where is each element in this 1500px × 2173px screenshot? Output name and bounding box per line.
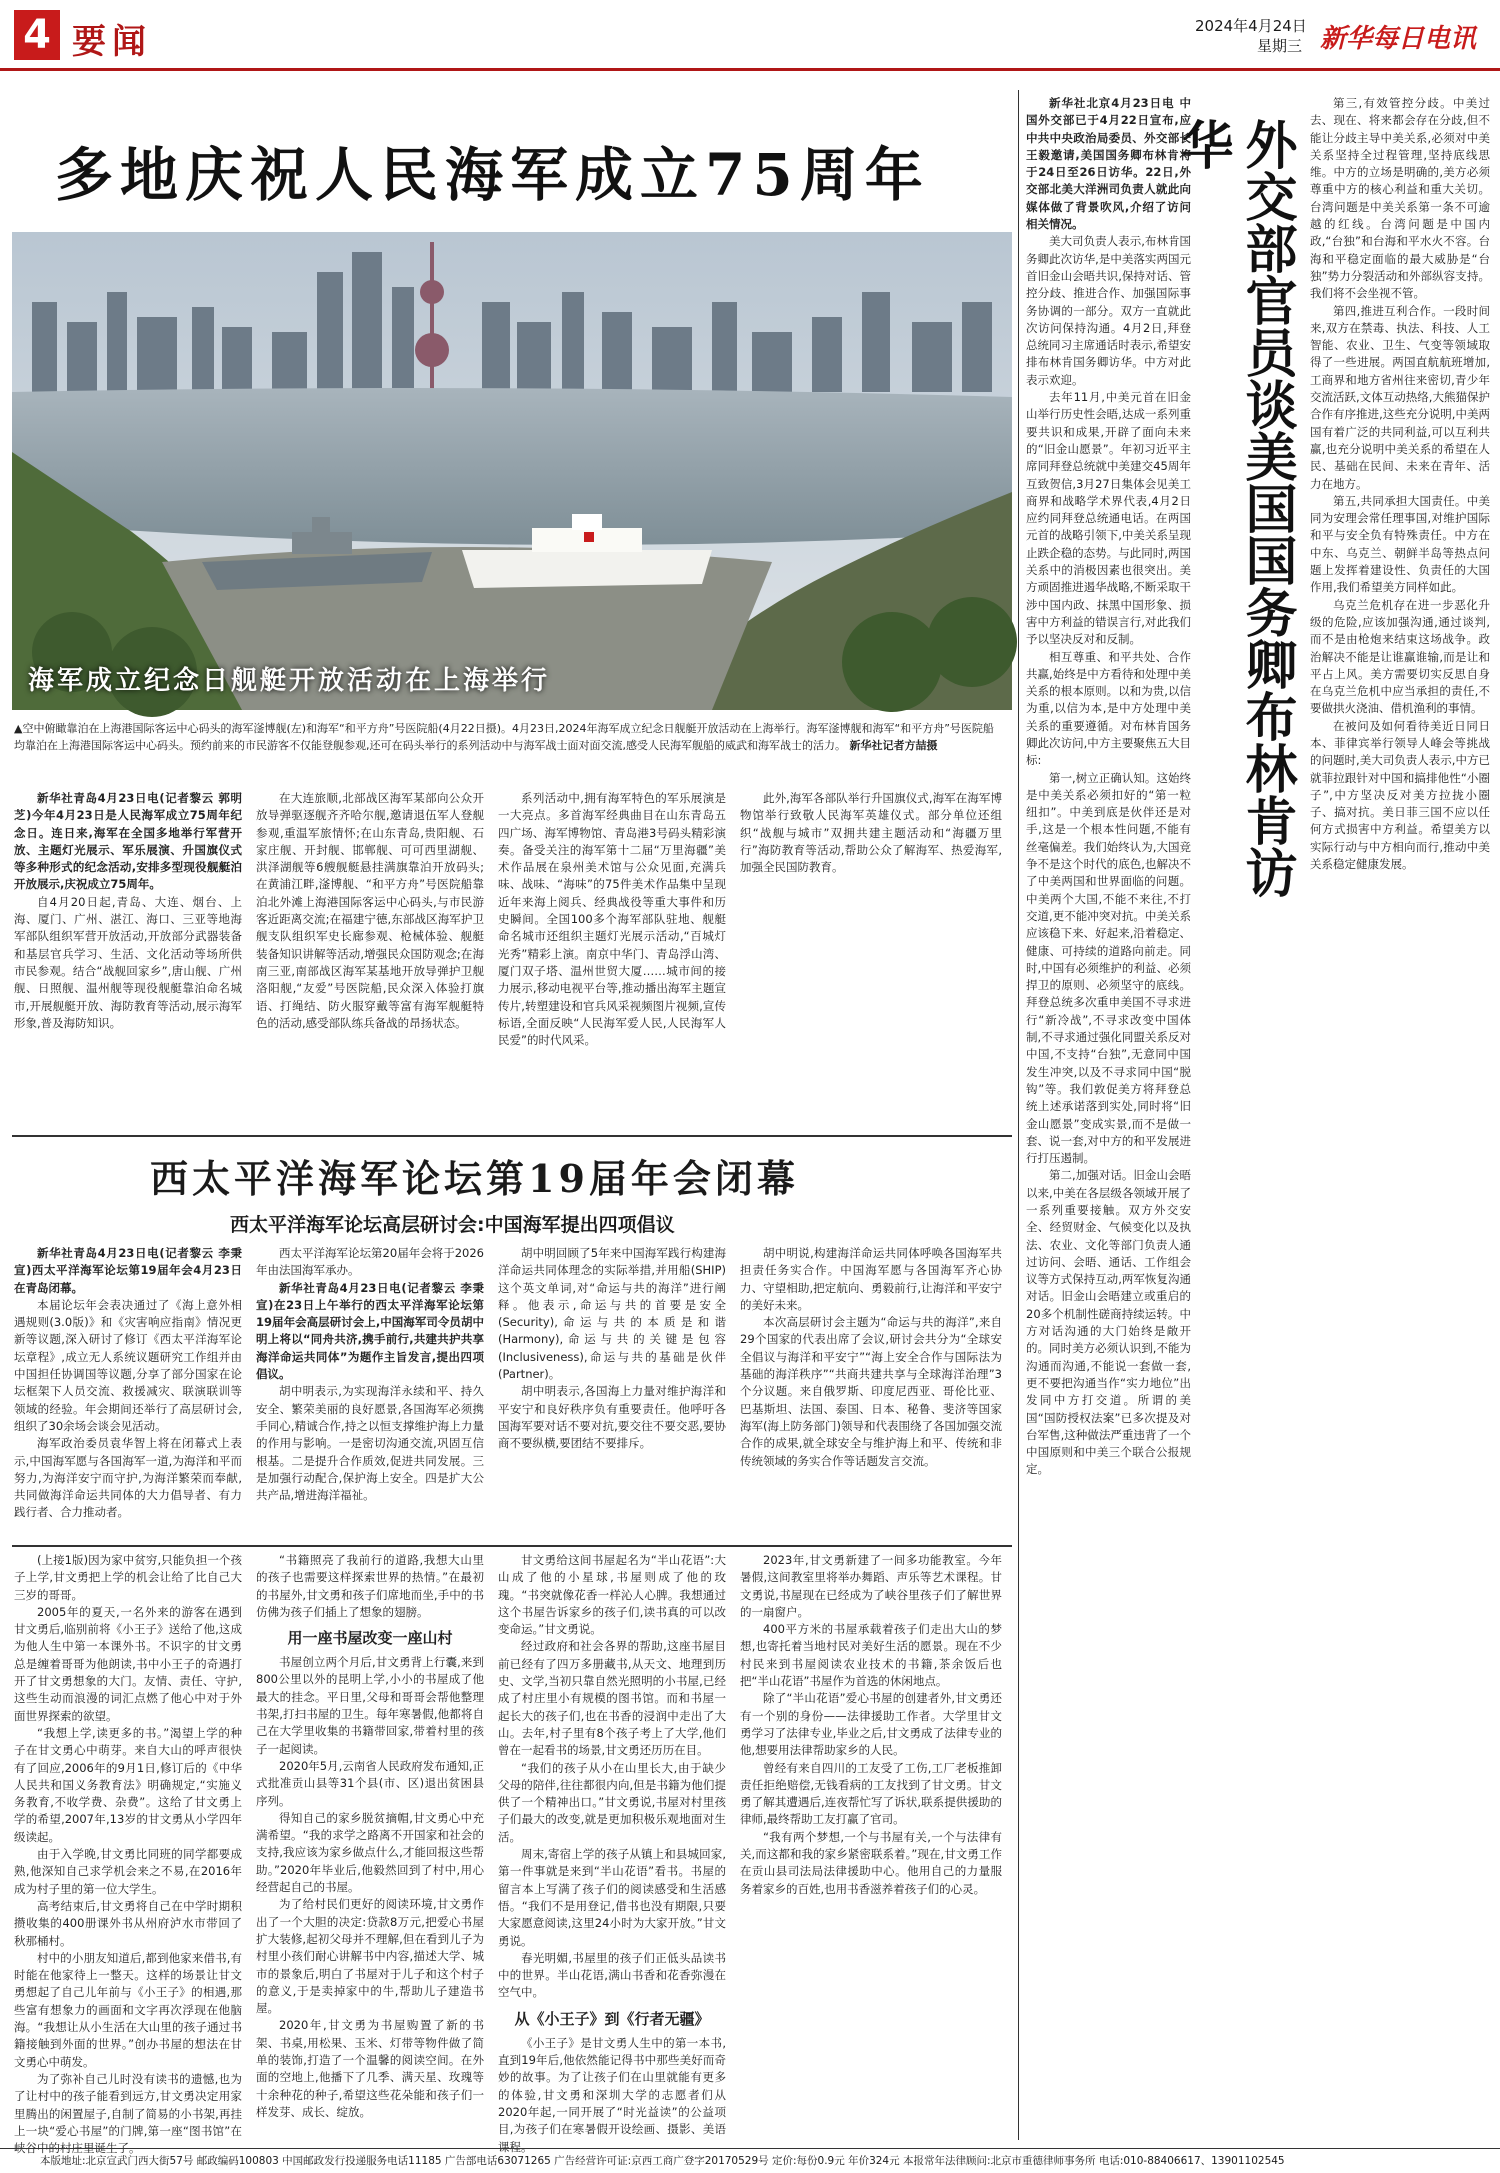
forum-para-10: 本次高层研讨会主题为“命运与共的海洋”,来自29个国家的代表出席了会议,研讨会共分为“全球安全倡议与海洋和平安宁”“海上安全合作与国际法为基础的海洋秩序”“共商共建共享与全球海洋治理”3个分议题。来自俄罗斯、印度尼西亚、哥伦比亚、巴基斯坦、法国、泰国、日本、秘鲁、斐济等国家海军(海上防务部门)领导和代表围绕了各国加强交流合作的成果,就全球安全与维护海上和平、传统和非传统领域的务实合作等话题发言交流。 [740, 1315, 1002, 1468]
navy-body-col3 [498, 790, 726, 1130]
section-title: 要闻 [72, 22, 152, 62]
cont-para-3: “我想上学,读更多的书。”渴望上学的种子在甘文勇心中萌芽。来自大山的呼声很快有了回应,2006年的9月1日,修订后的《中华人民共和国义务教育法》明确规定,“实施义务教育,不收学费、杂费”。这给了甘文勇上学的希望,2007年,13岁的甘文勇从小学四年级读起。 [14, 1725, 242, 1844]
cont-body-col2 [256, 1552, 484, 2142]
headline-forum: 西太平洋海军论坛第19届年会闭幕 [150, 1156, 799, 1201]
navy-body-col4 [740, 790, 1002, 1130]
dipl-para-1: 新华社北京4月23日电 中国外交部已于4月22日宣布,应中共中央政治局委员、外交部长王毅邀请,美国国务卿布林肯将于24日至26日访华。22日,外交部北美大洋洲司负责人就此向媒体做了背景吹风,介绍了访问相关情况。 [1026, 96, 1191, 232]
cont-para-18: 春光明媚,书屋里的孩子们正低头品读书中的世界。半山花语,满山书香和花香弥漫在空气中。 [498, 1950, 726, 2000]
dipl-para-5: 第一,树立正确认知。这始终是中美关系必须扣好的“第一粒纽扣”。中美到底是伙伴还是对手,这是一个根本性问题,不能有丝毫偏差。我们始终认为,大国竞争不是这个时代的底色,也解决不了中美两国和世界面临的问题。中美两个大国,不能不来往,不打交道,更不能冲突对抗。中美关系应该稳下来、好起来,沿着稳定、健康、可持续的道路向前走。同时,中国有必须维护的利益、必须捍卫的原则、必须坚守的底线。拜登总统多次重申美国不寻求进行“新冷战”,不寻求改变中国体制,不寻求通过强化同盟关系反对中国,不支持“台独”,无意同中国发生冲突,以及不寻求同中国“脱钩”等。我们敦促美方将拜登总统上述承诺落到实处,同时将“旧金山愿景”变成实景,而不是做一套、说一套,对中方的和平发展进行打压遏制。 [1026, 770, 1191, 1166]
cont-para-15: 经过政府和社会各界的帮助,这座书屋目前已经有了四万多册藏书,从天文、地理到历史、文学,当初只靠自然光照明的小书屋,已经成了村庄里小有规模的图书馆。而和书屋一起长大的孩子们,也在书香的浸润中走出了大山。去年,村子里有8个孩子考上了大学,他们曾在一起看书的场景,甘文勇还历历在目。 [498, 1639, 726, 1758]
subhead-bookhouse: 用一座书屋改变一座山村 [287, 1629, 453, 1648]
dipl-para-11: 在被问及如何看待美近日同日本、菲律宾举行领导人峰会等挑战的问题时,美大司负责人表示,中方已就菲拉跟针对中国和搞排他性“小圈子”,中方坚决反对美方拉拢小圈子、搞对抗。美日菲三国不应以任何方式损害中方利益。希望美方以实际行动与中方相向而行,推动中美关系稳定健康发展。 [1310, 718, 1490, 872]
cont-para-24: “我有两个梦想,一个与书屋有关,一个与法律有关,而这都和我的家乡紧密联系着。”现在,甘文勇工作在贡山县司法局法律援助中心。他用自己的力量服务着家乡的百姓,也用书香滋养着孩子们的心灵。 [740, 1829, 1002, 1896]
dipl-body-col-mid [1200, 1000, 1302, 2140]
cont-para-5: 高考结束后,甘文勇将自己在中学时期积攒收集的400册课外书从州府泸水市带回了秋那桶村。 [14, 1898, 242, 1948]
dipl-para-6: 第二,加强对话。旧金山会晤以来,中美在各层级各领域开展了一系列重要接触。双方外交安全、经贸财金、气候变化以及执法、农业、文化等部门负责人通过访问、会晤、通话、工作组会议等方式保持互动,两军恢复沟通对话。旧金山会晤建立或重启的20多个机制性磋商持续运转。中方对话沟通的大门始终是敞开的。同时美方必须认识到,不能为沟通而沟通,不能说一套做一套,更不要把沟通当作“实力地位”出发同中方打交道。所谓的美国“国防授权法案”已多次提及对台军售,这种做法严重违背了一个中国原则和中美三个联合公报规定。 [1026, 1168, 1191, 1477]
subhead-littleprince: 从《小王子》到《行者无疆》 [514, 2009, 710, 2028]
navy-para-3: 在大连旅顺,北部战区海军某部向公众开放导弹驱逐舰齐齐哈尔舰,邀请退伍军人登舰参观,重温军旅情怀;在山东青岛,贵阳舰、石家庄舰、开封舰、邯郸舰、可可西里湖舰、洪泽湖舰等6艘舰艇悬挂满旗靠泊开放码头;在黄浦江畔,滏博舰、“和平方舟”号医院船靠泊北外滩上海港国际客运中心码头,与市民游客近距离交流;在福建宁德,东部战区海军护卫舰支队组织军史长廊参观、枪械体验、舰艇装备知识讲解等活动,增强民众国防观念;在海南三亚,南部战区海军某基地开放导弹护卫舰洛阳舰,“友爱”号医院船,民众深入体验打旗语、打绳结、防火服穿戴等富有海军舰艇特色的活动,感受部队练兵备战的昂扬状态。 [256, 791, 484, 1030]
navy-body-col2 [256, 790, 484, 1130]
forum-body-col1 [14, 1245, 242, 1540]
photo-caption [14, 720, 1004, 754]
photo-overlay-title: 海军成立纪念日舰艇开放活动在上海举行 [28, 666, 551, 696]
cont-para-2: 2005年的夏天,一名外来的游客在遇到甘文勇后,临别前将《小王子》送给了他,这成为他人生中第一本课外书。不识字的甘文勇总是缠着哥哥为他朗读,书中小王子的奇遇打开了甘文勇想象的大门。友情、责任、守护,这些生动而浪漫的词汇点燃了他心中对于外面世界探索的欲望。 [14, 1604, 242, 1723]
forum-para-6: 胡中明表示,为实现海洋永续和平、持久安全、繁荣美丽的良好愿景,各国海军必须携手同心,精诚合作,持之以恒支撑维护海上力量的作用与影响。一是密切沟通交流,巩固互信根基。二是提升合作质效,促进共同发展。三是加强行动配合,保护海上安全。四是扩大公共产品,增进海洋福祉。 [256, 1384, 484, 1503]
brand-logo: 新华每日电讯 [1320, 24, 1477, 54]
navy-para-4: 系列活动中,拥有海军特色的军乐展演是一大亮点。多首海军经典曲目在山东青岛五四广场、海军博物馆、青岛港3号码头精彩演奏。备受关注的海军第十二届“万里海疆”美术作品展在泉州美术馆与公众见面,充满兵味、战味、“海味”的75件美术作品集中呈现近年来海上阅兵、经典战役等重大事件和历史瞬间。全国100多个海军部队驻地、舰艇命名城市还组织主题灯光展示活动,“百城灯光秀”精彩上演。南京中华门、青岛浮山湾、厦门双子塔、温州世贸大厦……城市间的接力展示,移动电视平台等,推动播出海军主题宣传片,转塑建设和官兵风采视频图片视频,宣传标语,全面反映“人民海军爱人民,人民海军人民爱”的时代风采。 [498, 791, 726, 1048]
forum-para-8: 胡中明表示,各国海上力量对维护海洋和平安宁和良好秩序负有重要责任。他呼吁各国海军要对话不要对抗,要交往不要交恶,要协商不要纵横,要团结不要排斥。 [498, 1384, 726, 1451]
cont-para-19: 《小王子》是甘文勇人生中的第一本书,直到19年后,他依然能记得书中那些美好而奇妙的故事。为了让孩子们在山里就能有更多的体验,甘文勇和深圳大学的志愿者们从2020年起,一同开展了“时光益读”的公益项目,为孩子们在寒暑假开设绘画、摄影、美语课程。 [498, 2035, 726, 2154]
forum-para-4: 西太平洋海军论坛第20届年会将于2026年由法国海军承办。 [256, 1246, 484, 1278]
cont-para-14: 甘文勇给这间书屋起名为“半山花语”:大山成了他的小星球,书屋则成了他的玫瑰。“书突就像花香一样沁人心脾。我想通过这个书屋告诉家乡的孩子们,读书真的可以改变命运。”甘文勇说。 [498, 1553, 726, 1637]
headline-navy: 多地庆祝人民海军成立75周年 [55, 141, 930, 209]
cont-para-13: 2020年,甘文勇为书屋购置了新的书架、书桌,用松果、玉米、灯带等物件做了简单的装饰,打造了一个温馨的阅读空间。在外面的空地上,他播下了几季、满天星、玫瑰等十余种花的种子,希望这些花朵能和孩子们一样发芽、成长、绽放。 [256, 2018, 484, 2119]
dipl-body-col1 [1026, 95, 1191, 2140]
cont-para-8: “书籍照亮了我前行的道路,我想大山里的孩子也需要这样探索世界的热情。”在最初的书屋外,甘文勇和孩子们席地而坐,手中的书仿佛为孩子们插上了想象的翅膀。 [256, 1553, 484, 1619]
navy-photo [12, 232, 1012, 710]
forum-para-1: 新华社青岛4月23日电(记者黎云 李秉宣)西太平洋海军论坛第19届年会4月23日在青岛闭幕。 [14, 1246, 242, 1295]
cont-para-16: “我们的孩子从小在山里长大,由于缺少父母的陪伴,往往都很内向,但是书籍为他们提供了一个精神出口。”甘文勇说,书屋对村里孩子们最大的改变,就是更加积极乐观地面对生活。 [498, 1760, 726, 1844]
issue-date [1195, 16, 1307, 56]
cont-para-12: 为了给村民们更好的阅读环境,甘文勇作出了一个大胆的决定:贷款8万元,把爱心书屋扩大装修,起初父母并不理解,但在看到儿子为村里小孩们耐心讲解书中内容,描述大学、城市的景象后,明白了书屋对于儿子和这个村子的意义,于是卖掉家中的牛,帮助儿子建造书屋。 [256, 1897, 484, 2016]
subheadline-forum: 西太平洋海军论坛高层研讨会:中国海军提出四项倡议 [230, 1214, 675, 1236]
forum-para-3: 海军政治委员袁华智上将在闭幕式上表示,中国海军愿与各国海军一道,为海洋和平而努力,为海洋安宁而守护,为海洋繁荣而奉献,共同做海洋命运共同体的大力倡导者、有力践行者、合力推动者。 [14, 1436, 242, 1520]
page-number: 4 [14, 10, 60, 60]
rule-2 [12, 1545, 1012, 1547]
dipl-para-3: 去年11月,中美元首在旧金山举行历史性会晤,达成一系列重要共识和成果,开辟了面向未来的“旧金山愿景”。年初习近平主席同拜登总统就中美建交45周年互致贺信,3月27日集体会见美工商界和战略学术界代表,4月2日应约同拜登总统通电话。在两国元首的战略引领下,中美关系呈现止跌企稳的态势。与此同时,两国关系中的消极因素也很突出。美方顽固推进遏华战略,不断采取干涉中国内政、抹黑中国形象、损害中方利益的错误言行,对此我们予以坚决反对和反制。 [1026, 390, 1191, 647]
cont-para-4: 由于入学晚,甘文勇比同班的同学都要成熟,他深知自己求学机会来之不易,在2016年成为村子里的第一位大学生。 [14, 1847, 242, 1896]
cont-body-col3 [498, 1552, 726, 2154]
photo-illustration [12, 232, 1012, 710]
dipl-para-7: 第三,有效管控分歧。中美过去、现在、将来都会存在分歧,但不能让分歧主导中美关系,必须对中美关系坚持全过程管理,坚持底线思维。中方的立场是明确的,美方必须尊重中方的核心利益和重大关切。台湾问题是中美关系第一条不可逾越的红线。台湾问题是中国内政,“台独”和台海和平水火不容。台海和平稳定面临的最大威胁是“台独”势力分裂活动和外部纵容支持。我们将不会坐视不管。 [1310, 96, 1490, 301]
cont-para-20: 2023年,甘文勇新建了一间多功能教室。今年暑假,这间教室里将举办舞蹈、声乐等艺术课程。甘文勇说,书屋现在已经成为了峡谷里孩子们了解世界的一扇窗户。 [740, 1553, 1002, 1619]
dipl-para-4: 相互尊重、和平共处、合作共赢,始终是中方看待和处理中美关系的根本原则。以和为贵,以信为重,以信为本,是中方处理中美关系的重要遵循。对布林肯国务卿此次访问,中方主要聚焦五大目标: [1026, 649, 1191, 768]
cont-para-21: 400平方米的书屋承载着孩子们走出大山的梦想,也寄托着当地村民对美好生活的愿景。现在不少村民来到书屋阅读农业技术的书籍,茶余饭后也把“半山花语”书屋作为首选的休闲地点。 [740, 1622, 1002, 1689]
navy-para-5: 此外,海军各部队举行升国旗仪式,海军在海军博物馆举行致敬人民海军英雄仪式。部分单位还组织“战舰与城市”双拥共建主题活动和“海疆万里行”海防教育等活动,帮助公众了解海军、热爱海军,加强全民国防教育。 [740, 791, 1002, 875]
cont-para-23: 曾经有来自四川的工友受了工伤,工厂老板推卸责任拒绝赔偿,无钱看病的工友找到了甘文勇。甘文勇了解其遭遇后,连夜帮忙写了诉状,联系提供援助的律师,最终帮助工友打赢了官司。 [740, 1760, 1002, 1827]
caption-text: ▲空中俯瞰靠泊在上海港国际客运中心码头的海军滏博舰(左)和海军“和平方舟”号医院船(4月22日摄)。4月23日,2024年海军成立纪念日舰艇开放活动在上海举行。海军滏博舰和海军“和平方舟”号医院船均靠泊在上海港国际客运中心码头。预约前来的市民游客不仅能登舰参观,还可在码头举行的系列活动中与海军战士面对面交流,感受人民海军舰船的威武和海军战士的活力。 [14, 722, 994, 752]
photo-credit: 新华社记者方喆摄 [849, 739, 938, 752]
headline-diplomacy: 外交部官员谈美国国务卿布林肯访华 [1172, 118, 1297, 898]
cont-para-11: 得知自己的家乡脱贫摘帽,甘文勇心中充满希望。“我的求学之路离不开国家和社会的支持,我应该为家乡做点什么,才能回报这些帮助。”2020年毕业后,他毅然回到了村中,用心经营起自己的书屋。 [256, 1810, 484, 1895]
forum-body-col4 [740, 1245, 1002, 1540]
dipl-para-8: 第四,推进互利合作。一段时间来,双方在禁毒、执法、科技、人工智能、农业、卫生、气变等领域取得了一些进展。两国直航航班增加,工商界和地方省州往来密切,青少年交流活跃,文体互动热络,大熊猫保护合作有序推进,这些充分说明,中美两国有着广泛的共同利益,可以互利共赢,也充分说明中美关系的希望在人民、基础在民间、未来在青年、活力在地方。 [1310, 303, 1490, 491]
cont-para-6: 村中的小朋友知道后,都到他家来借书,有时能在他家待上一整天。这样的场景让甘文勇想起了自己儿年前与《小王子》的相遇,那些富有想象力的画面和文字再次浮现在他脑海。“我想让从小生活在大山里的孩子通过书籍接触到外面的世界。”创办书屋的想法在甘文勇心中萌发。 [14, 1950, 242, 2069]
cont-para-1: (上接1版)因为家中贫穷,只能负担一个孩子上学,甘文勇把上学的机会让给了比自己大三岁的哥哥。 [14, 1553, 242, 1602]
forum-body-col3 [498, 1245, 726, 1540]
page-header [0, 0, 1500, 71]
dipl-para-10: 乌克兰危机存在进一步恶化升级的危险,应该加强沟通,通过谈判,而不是由枪炮来结束这场战争。政治解决不能是让谁赢谁输,而是让和平占上风。美方需要切实反思自身在乌克兰危机中应当承担的责任,不要做拱火浇油、借机渔利的事情。 [1310, 597, 1490, 716]
cont-body-col4 [740, 1552, 1002, 2142]
rule-vertical [1018, 90, 1019, 2140]
navy-para-1: 新华社青岛4月23日电(记者黎云 郭明芝)今年4月23日是人民海军成立75周年纪念日。连日来,海军在全国多地举行军营开放、主题灯光展示、军乐展演、升国旗仪式等多种形式的纪念活动,安排多型现役舰艇泊开放展示,庆祝成立75周年。 [14, 791, 242, 892]
date-text: 2024年4月24日 [1195, 17, 1307, 35]
cont-body-col1 [14, 1552, 242, 2156]
cont-para-9: 书屋创立两个月后,甘文勇背上行囊,来到800公里以外的昆明上学,小小的书屋成了他最大的挂念。平日里,父母和哥哥会帮他整理书架,打扫书屋的卫生。每年寒暑假,他都将自己在大学里收集的书籍带回家,带着村里的孩子一起阅读。 [256, 1655, 484, 1756]
navy-body-col1 [14, 790, 242, 1130]
dipl-para-9: 第五,共同承担大国责任。中美同为安理会常任理事国,对维护国际和平与安全负有特殊责任。中方在中东、乌克兰、朝鲜半岛等热点问题上发挥着建设性、负责任的大国作用,我们希望美方同样如此。 [1310, 493, 1490, 595]
forum-para-7: 胡中明回顾了5年来中国海军践行构建海洋命运共同体理念的实际举措,并用船(SHIP)这个英文单词,对“命运与共的海洋”进行阐释。他表示,命运与共的首要是安全(Security),命运与共的本质是和谐(Harmony),命运与共的关键是包容(Inclusiveness),命运与共的基础是伙伴(Partner)。 [498, 1246, 726, 1382]
cont-para-7: 为了弥补自己儿时没有读书的遗憾,也为了让村中的孩子能看到远方,甘文勇决定用家里腾出的闲置屋子,自制了简易的小书架,再挂上一块“爱心书屋”的门牌,第一座“图书馆”在峡谷中的村庄里诞生了。 [14, 2071, 242, 2156]
dipl-para-2: 美大司负责人表示,布林肯国务卿此次访华,是中美落实两国元首旧金山会晤共识,保持对话、管控分歧、推进合作、加强国际事务协调的一部分。双方一直就此次访问保持沟通。4月2日,拜登总统同习主席通话时表示,希望安排布林肯国务卿访华。中方对此表示欢迎。 [1026, 234, 1191, 387]
weekday-text: 星期三 [1257, 37, 1303, 55]
navy-para-2: 自4月20日起,青岛、大连、烟台、上海、厦门、广州、湛江、海口、三亚等地海军部队组织军营开放活动,开放部分武器装备和基层官兵学习、生活、文化活动等场所供市民参观。结合“战舰回家乡”,唐山舰、广州舰、日照舰、温州舰等现役舰艇靠泊命名城市,开展舰艇开放、海防教育等活动,展示海军形象,普及海防知识。 [14, 894, 242, 1030]
rule-1 [12, 1135, 1012, 1137]
forum-body-col2 [256, 1245, 484, 1540]
cont-para-22: 除了“半山花语”爱心书屋的创建者外,甘文勇还有一个别的身份——法律援助工作者。大学里甘文勇学习了法律专业,毕业之后,甘文勇成了法律专业的他,想要用法律帮助家乡的人民。 [740, 1691, 1002, 1758]
page-footer: 本版地址:北京宣武门西大街57号 邮政编码100803 中国邮政发行投递服务电话11185 广告部电话63071265 广告经营许可证:京西工商广登字20170529号 定价:每份0.9元 年价324元 本报常年法律顾问:北京市重德律师事务所 电话:010-88406617、13901102545 [0, 2148, 1500, 2173]
cont-para-17: 周末,寄宿上学的孩子从镇上和县城回家,第一件事就是来到“半山花语”看书。书屋的留言本上写满了孩子们的阅读感受和生活感悟。“我们不是用登记,借书也没有期限,只要大家愿意阅读,这里24小时为大家开放。”甘文勇说。 [498, 1847, 726, 1948]
forum-para-5: 新华社青岛4月23日电(记者黎云 李秉宣)在23日上午举行的西太平洋海军论坛第19届年会高层研讨会上,中国海军司令员胡中明上将以“同舟共济,携手前行,共建共护共享海洋命运共同体”为题作主旨发言,提出四项倡议。 [256, 1280, 484, 1382]
dipl-body-col2 [1310, 95, 1490, 2140]
cont-para-10: 2020年5月,云南省人民政府发布通知,正式批准贡山县等31个县(市、区)退出贫困县序列。 [256, 1758, 484, 1808]
forum-para-9: 胡中明说,构建海洋命运共同体呼唤各国海军共担责任务实合作。中国海军愿与各国海军齐心协力、守望相助,把定航向、勇毅前行,让海洋和平安宁的美好未来。 [740, 1246, 1002, 1312]
forum-para-2: 本届论坛年会表决通过了《海上意外相遇规则(3.0版)》和《灾害响应指南》情况更新等议题,深入研讨了修订《西太平洋海军论坛章程》,成立无人系统议题研究工作组并由中国担任协调国等议题,分享了部分国家在论坛框架下人员交流、救援减灾、联演联训等领域的经验。年会期间还举行了高层研讨会,组织了30余场会谈会见活动。 [14, 1297, 242, 1433]
